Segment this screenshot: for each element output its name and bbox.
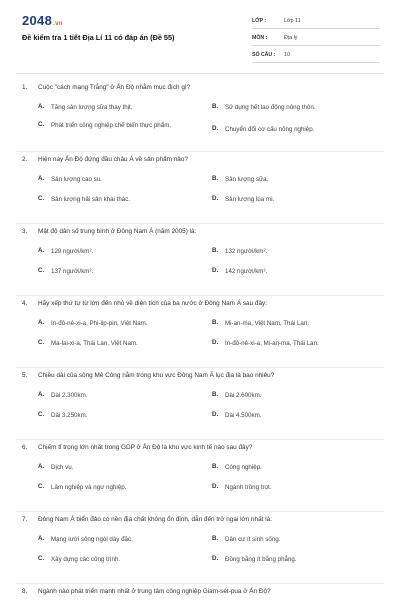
option-letter: A. <box>38 391 45 398</box>
option-letter: D. <box>212 483 219 490</box>
option-a[interactable] <box>38 319 148 328</box>
question-number: 2. <box>22 156 28 163</box>
question-5 <box>0 368 400 440</box>
option-b[interactable] <box>212 247 267 256</box>
option-d[interactable] <box>212 195 274 204</box>
option-letter: D. <box>212 555 219 562</box>
option-letter: D. <box>212 267 219 274</box>
option-letter: A. <box>38 247 45 254</box>
option-text: 129 người/km². <box>51 248 94 255</box>
question-text <box>22 516 272 523</box>
option-text: 132 người/km². <box>225 248 268 255</box>
question-stem: Hiện nay Ấn Độ đứng đầu châu Á về sản phẩm nào? <box>38 156 188 163</box>
option-letter: C. <box>38 121 45 128</box>
option-letter: A. <box>38 319 45 326</box>
option-text: Dài 2.300km. <box>51 392 88 399</box>
question-3 <box>0 224 400 296</box>
option-text: Lâm nghiệp và ngư nghiệp. <box>51 484 127 491</box>
meta-value: 10 <box>284 52 290 58</box>
option-b[interactable] <box>212 535 280 544</box>
option-letter: D. <box>212 195 219 202</box>
option-text: 137 người/km². <box>51 268 94 275</box>
question-number: 6. <box>22 444 28 451</box>
option-text: Công nghiệp. <box>225 464 262 471</box>
question-text <box>22 300 267 307</box>
option-letter: B. <box>212 175 219 182</box>
option-letter: C. <box>38 195 45 202</box>
exam-title: Đề kiểm tra 1 tiết Địa Lí 11 có đáp án (Đề 55) <box>22 33 175 42</box>
option-text: Dài 4.500km. <box>225 412 262 419</box>
option-d[interactable] <box>212 555 297 564</box>
option-text: Đồng bằng ít bằng phẳng. <box>225 556 297 563</box>
option-text: Tăng sản lượng sữa thay thịt. <box>51 104 133 111</box>
option-text: Ngành trồng trọt. <box>225 484 272 491</box>
option-b[interactable] <box>212 463 262 472</box>
option-text: Sản lượng lúa mì. <box>225 196 275 203</box>
option-text: Phát triển công nghiệp chế biến thực phẩm. <box>51 122 172 129</box>
option-letter: A. <box>38 103 45 110</box>
meta-value: Địa lý <box>284 35 298 41</box>
option-text: Sản lượng sữa. <box>225 176 269 183</box>
site-logo[interactable] <box>22 13 63 28</box>
option-letter: B. <box>212 463 219 470</box>
option-letter: D. <box>212 125 219 132</box>
option-letter: C. <box>38 267 45 274</box>
meta-row-class <box>252 14 380 29</box>
option-letter: A. <box>38 463 45 470</box>
option-c[interactable] <box>38 555 120 564</box>
question-stem: Ngành nào phát triển mạnh nhất ở trung tâm công nghiệp Giam-sét-pua ở Ấn Độ? <box>38 588 271 595</box>
exam-meta <box>252 14 380 65</box>
option-letter: C. <box>38 555 45 562</box>
question-stem: Chiếm tỉ trọng lớn nhất trong GDP ở Ấn Độ là khu vực kinh tế nào sau đây? <box>38 444 253 451</box>
option-text: In-đô-nê-xi-a, Phi-lip-pin, Việt Nam. <box>51 320 148 327</box>
logo-text: 2048 <box>22 13 53 28</box>
option-a[interactable] <box>38 175 102 184</box>
question-text <box>22 228 196 235</box>
meta-value: Lớp 11 <box>284 18 301 24</box>
option-text: In-đô-nê-xi-a, Mi-an-ma, Thái Lan. <box>225 340 319 347</box>
option-letter: B. <box>212 535 219 542</box>
question-6 <box>0 440 400 512</box>
question-2 <box>0 152 400 224</box>
option-c[interactable] <box>38 195 130 204</box>
option-text: Xây dựng các công trình. <box>51 556 121 563</box>
question-number: 1. <box>22 84 28 91</box>
option-text: 142 người/km². <box>225 268 268 275</box>
option-b[interactable] <box>212 319 309 328</box>
option-text: Dịch vụ. <box>51 464 74 471</box>
page-header <box>0 0 400 70</box>
option-text: Sản lượng hải sản khai thác. <box>51 196 131 203</box>
question-stem: Mật độ dân số trung bình ở Đông Nam Á (năm 2005) là: <box>38 228 197 235</box>
option-letter: C. <box>38 483 45 490</box>
question-7 <box>0 512 400 584</box>
option-d[interactable] <box>212 483 271 492</box>
question-8 <box>0 584 400 600</box>
option-c[interactable] <box>38 483 126 492</box>
question-stem: Cuộc "cách mạng Trắng" ở Ấn Độ nhằm mục đích gì? <box>38 84 191 91</box>
option-text: Dài 3.250km. <box>51 412 88 419</box>
option-text: Ma-lai-xi-a, Thái Lan, Việt Nam. <box>51 340 138 347</box>
question-list <box>0 80 400 600</box>
option-text: Sản lượng cao su. <box>51 176 102 183</box>
question-number: 4. <box>22 300 28 307</box>
option-b[interactable] <box>212 175 268 184</box>
meta-row-subject <box>252 31 380 46</box>
option-text: Chuyển đổi cơ cấu nông nghiệp. <box>225 126 315 133</box>
question-text <box>22 444 252 451</box>
option-c[interactable] <box>38 339 138 348</box>
option-text: Mi-an-ma, Việt Nam, Thái Lan. <box>225 320 310 327</box>
question-text <box>22 588 271 595</box>
question-stem: Đông Nam Á biển đảo có nền địa chất không ổn định, dẫn đến trở ngại lớn nhất là: <box>38 516 272 523</box>
option-letter: B. <box>212 391 219 398</box>
question-stem: Hãy xếp thứ tự từ lớn đến nhỏ về diện tích của ba nước ở Đông Nam Á sau đây: <box>38 300 267 307</box>
header-divider <box>16 73 384 74</box>
option-a[interactable] <box>38 391 87 400</box>
question-text <box>22 372 274 379</box>
question-text <box>22 156 188 163</box>
option-d[interactable] <box>212 125 314 134</box>
option-letter: B. <box>212 319 219 326</box>
option-text: Mạng lưới sông ngòi dày đặc. <box>51 536 133 543</box>
question-1 <box>0 80 400 152</box>
option-letter: A. <box>38 535 45 542</box>
option-c[interactable] <box>38 411 87 420</box>
option-text: Dân cư ít sinh sống. <box>225 536 281 543</box>
option-d[interactable] <box>212 339 319 348</box>
option-c[interactable] <box>38 267 93 276</box>
option-letter: C. <box>38 339 45 346</box>
option-letter: B. <box>212 103 219 110</box>
option-c[interactable] <box>38 121 171 130</box>
option-a[interactable] <box>38 247 93 256</box>
option-letter: C. <box>38 411 45 418</box>
question-4 <box>0 296 400 368</box>
option-letter: B. <box>212 247 219 254</box>
option-d[interactable] <box>212 267 267 276</box>
option-letter: A. <box>38 175 45 182</box>
option-d[interactable] <box>212 411 261 420</box>
logo-tld: .vn <box>53 21 63 27</box>
question-text <box>22 84 190 91</box>
option-a[interactable] <box>38 103 132 112</box>
option-b[interactable] <box>212 103 316 112</box>
option-a[interactable] <box>38 463 73 472</box>
option-letter: D. <box>212 411 219 418</box>
meta-label: MÔN : <box>252 35 268 41</box>
meta-label: LỚP : <box>252 18 267 24</box>
meta-row-count <box>252 48 380 63</box>
option-text: Sử dụng hết lao động nông thôn. <box>225 104 316 111</box>
option-letter: D. <box>212 339 219 346</box>
option-a[interactable] <box>38 535 133 544</box>
option-text: Dài 2.600km. <box>225 392 262 399</box>
question-stem: Chiều dài của sông Mê Công nằm trong khu vực Đông Nam Á lục địa là bao nhiêu? <box>38 372 275 379</box>
question-number: 7. <box>22 516 28 523</box>
option-b[interactable] <box>212 391 261 400</box>
question-number: 3. <box>22 228 28 235</box>
meta-label: SỐ CÂU : <box>252 52 276 58</box>
question-number: 5. <box>22 372 28 379</box>
question-number: 8. <box>22 588 28 595</box>
